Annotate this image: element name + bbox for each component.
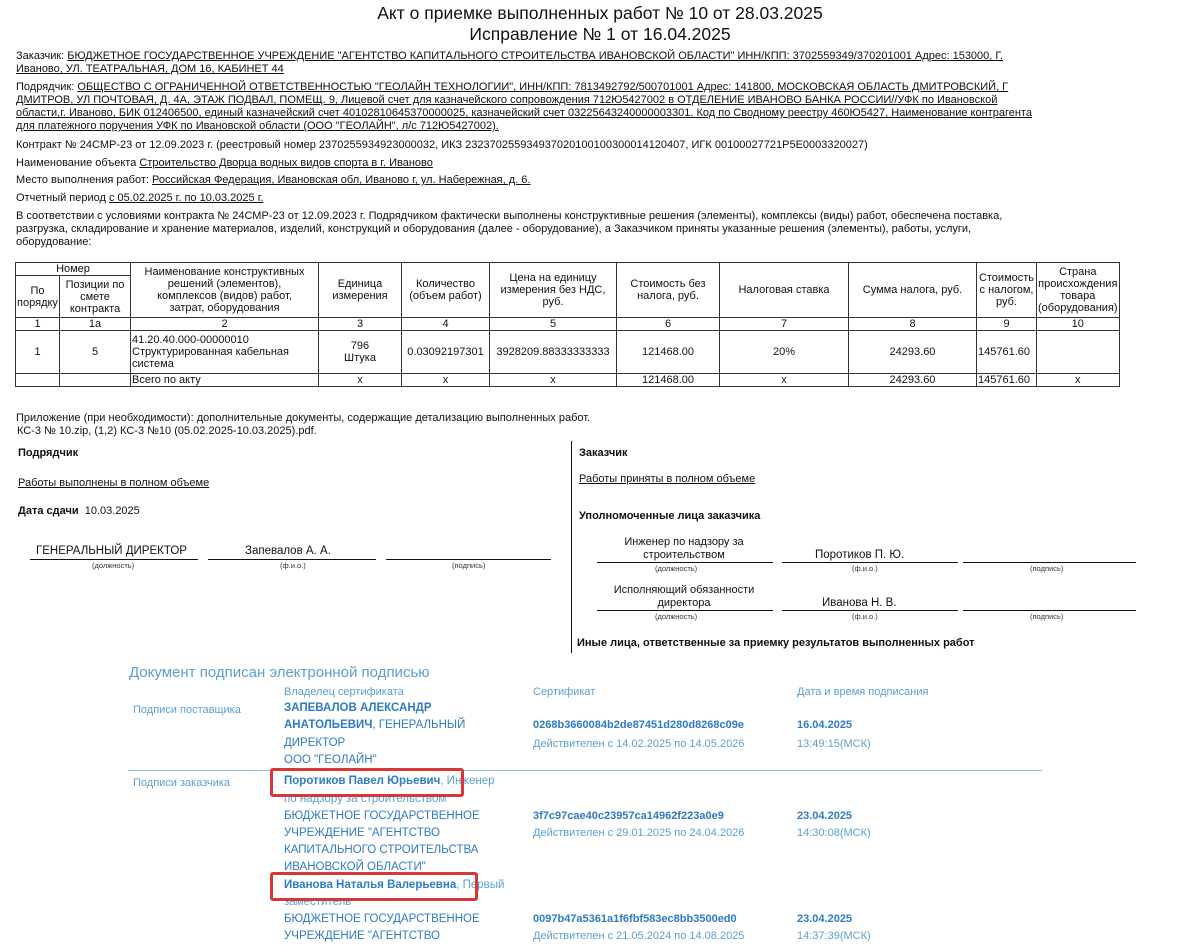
contractor-person-line xyxy=(208,559,376,560)
customer-signer2-org-1: БЮДЖЕТНОЕ ГОСУДАРСТВЕННОЕ xyxy=(284,913,480,925)
other-persons-heading: Иные лица, ответственные за приемку результатов выполненных работ xyxy=(577,637,975,649)
header-position: Позиции по смете контракта xyxy=(60,276,131,318)
contractor-sign-line xyxy=(386,559,551,560)
supplier-cert-validity: Действителен с 14.02.2025 по 14.05.2026 xyxy=(533,738,745,750)
customer1-cert-number: 3f7c97cae40c23957ca14962f223a0e9 xyxy=(533,810,724,822)
contractor-position: ГЕНЕРАЛЬНЫЙ ДИРЕКТОР xyxy=(36,545,187,557)
column-numbers-row: 1 1а 2 3 4 5 6 7 8 9 10 xyxy=(16,318,1120,331)
customer-details: БЮДЖЕТНОЕ ГОСУДАРСТВЕННОЕ УЧРЕЖДЕНИЕ "АГЕНТСТВО КАПИТАЛЬНОГО СТРОИТЕЛЬСТВА ИВАНОВСКОЙ ОБЛАСТИ" ИНН/КПП: 3702559349/370201001 Адрес: 153000, Г. xyxy=(67,50,1004,62)
supplier-cert-number: 0268b3660084b2de87451d280d8268c09e xyxy=(533,719,745,731)
intro-line-2: разгрузка, складирование и хранение материалов, изделий, конструкций и оборудования (далее - оборудование), а Заказчиком приняты указанные решения (элементы), работы, услуги, xyxy=(16,223,972,235)
correction-subtitle: Исправление № 1 от 16.04.2025 xyxy=(469,24,731,44)
supplier-signer-line-2: АНАТОЛЬЕВИЧ, ГЕНЕРАЛЬНЫЙ xyxy=(284,719,466,731)
supplier-sign-time: 13:49:15(МСК) xyxy=(797,738,871,750)
total-row: Всего по акту x x x 121468.00 x 24293.60 145761.60 x xyxy=(16,374,1120,387)
person1-position-line xyxy=(597,562,773,563)
esign-col-cert: Сертификат xyxy=(533,686,596,698)
person2-name-line xyxy=(782,610,958,611)
appendix-line-1: Приложение (при необходимости): дополнительные документы, содержащие детализацию выполненных работ. xyxy=(16,412,591,424)
customer-heading: Заказчик xyxy=(579,447,628,459)
customer-signatures-label: Подписи заказчика xyxy=(133,777,230,789)
object-value: Строительство Дворца водных видов спорта в г. Иваново xyxy=(139,157,433,169)
works-table xyxy=(15,262,1120,387)
person1-sign-line xyxy=(963,562,1136,563)
customer2-sign-date: 23.04.2025 xyxy=(797,913,853,925)
header-number: Номер xyxy=(16,263,131,276)
customer1-sign-date: 23.04.2025 xyxy=(797,810,853,822)
person2-position-line xyxy=(597,610,773,611)
contractor-person: Запевалов А. А. xyxy=(245,545,331,557)
person1-name: Поротиков П. Ю. xyxy=(815,549,905,561)
supplier-signer-position: ДИРЕКТОР xyxy=(284,737,346,749)
header-rate: Налоговая ставка xyxy=(720,263,849,318)
customer-signer2-line-1: Иванова Наталья Валерьевна, Первый xyxy=(284,879,505,891)
customer-signer1-org-3: КАПИТАЛЬНОГО СТРОИТЕЛЬСТВА xyxy=(284,844,479,856)
contractor-status: Работы выполнены в полном объеме xyxy=(18,477,210,489)
contractor-line-3: области,г. Иваново, БИК 012406500, единый казначейский счет 40102810645370000025, казначейский счет 03225643240000003301. Код по Сводному реестру 460Ю5427, Наименование контрагента xyxy=(16,107,1032,119)
highlight-box-signer-1 xyxy=(270,768,464,797)
header-total: Стоимость с налогом, руб. xyxy=(977,263,1037,318)
customer-signer1-org-2: УЧРЕЖДЕНИЕ "АГЕНТСТВО xyxy=(284,827,440,839)
header-name: Наименование конструктивных решений (элементов), комплексов (видов) работ, затрат, оборудования xyxy=(131,263,319,318)
intro-line-3: оборудование: xyxy=(16,236,92,248)
contractor-line-1 xyxy=(16,81,1008,94)
person2-position-2: директора xyxy=(657,597,711,609)
header-country: Страна происхождения товара (оборудования) xyxy=(1037,263,1120,318)
customer1-cert-validity: Действителен с 29.01.2025 по 24.04.2026 xyxy=(533,827,745,839)
appendix-line-2: КС-3 № 10.zip, (1,2) КС-3 №10 (05.02.2025-10.03.2025).pdf. xyxy=(17,425,317,437)
item-unit: 796 Штука xyxy=(319,331,402,374)
customer-signer1-line-1: Поротиков Павел Юрьевич, Инженер xyxy=(284,775,495,787)
period-value: с 05.02.2025 г. по 10.03.2025 г. xyxy=(109,192,264,204)
place-value: Российская Федерация, Ивановская обл, Иваново г, ул. Набережная, д. 6. xyxy=(152,174,531,186)
customer2-sign-time: 14:37:39(МСК) xyxy=(797,930,871,942)
supplier-signer-org: ООО "ГЕОЛАЙН" xyxy=(284,754,377,766)
customer-line-2: Иваново, УЛ. ТЕАТРАЛЬНАЯ, ДОМ 16, КАБИНЕТ 44 xyxy=(16,63,284,75)
document-title: Акт о приемке выполненных работ № 10 от 28.03.2025 xyxy=(377,3,823,23)
customer2-cert-validity: Действителен с 21.05.2024 по 14.08.2025 xyxy=(533,930,745,942)
customer-signer1-org-4: ИВАНОВСКОЙ ОБЛАСТИ" xyxy=(284,861,426,873)
contractor-details: ОБЩЕСТВО С ОГРАНИЧЕННОЙ ОТВЕТСТВЕННОСТЬЮ "ГЕОЛАЙН ТЕХНОЛОГИИ", ИНН/КПП: 7813492792/500701001 Адрес: 141800, МОСКОВСКАЯ ОБЛАСТЬ ДМИТРОВСКИЙ, Г xyxy=(77,81,1009,93)
table-row: 1 5 41.20.40.000-00000010 Структурированная кабельная система 796 Штука 0.03092197301 3928209.88333333333 121468.00 20% 24293.60 145761.60 xyxy=(16,331,1120,374)
esign-title: Документ подписан электронной подписью xyxy=(129,664,430,681)
customer1-sign-time: 14:30:08(МСК) xyxy=(797,827,871,839)
person1-position-1: Инженер по надзору за xyxy=(624,536,744,548)
person1-position-2: строительством xyxy=(643,549,725,561)
esign-col-owner: Владелец сертификата xyxy=(284,686,404,698)
signature-divider xyxy=(571,441,572,653)
object-line: Наименование объекта Строительство Дворца водных видов спорта в г. Иваново xyxy=(16,157,433,169)
person1-name-line xyxy=(782,562,958,563)
person2-sign-line xyxy=(963,610,1136,611)
customer-signer2-org-2: УЧРЕЖДЕНИЕ "АГЕНТСТВО xyxy=(284,930,440,942)
esign-divider xyxy=(128,770,1042,771)
contractor-heading: Подрядчик xyxy=(18,447,79,459)
customer-status: Работы приняты в полном объеме xyxy=(579,473,756,485)
header-qty: Количество (объем работ) xyxy=(402,263,490,318)
handover-date: Дата сдачи 10.03.2025 xyxy=(18,505,140,517)
header-order: По порядку xyxy=(16,276,60,318)
intro-line-1: В соответствии с условиями контракта № 24СМР-23 от 12.09.2023 г. Подрядчиком фактически выполнены конструктивные решения (элементы), комплексы (виды) работ, обеспечена поставка, xyxy=(16,210,1003,222)
contractor-position-line xyxy=(30,559,198,560)
authorized-heading: Уполномоченные лица заказчика xyxy=(579,510,761,522)
header-cost: Стоимость без налога, руб. xyxy=(617,263,720,318)
contract-line: Контракт № 24СМР-23 от 12.09.2023 г. (реестровый номер 2370255934923000032, ИКЗ 232370255934937020100100300014120407, ИГК 00100027721P5E0003320027) xyxy=(16,139,868,151)
customer-signer2-position: заместитель xyxy=(284,896,352,908)
esign-col-date: Дата и время подписания xyxy=(797,686,929,698)
item-name: 41.20.40.000-00000010 Структурированная кабельная система xyxy=(131,331,319,374)
contractor-line-2: ДМИТРОВ, УЛ ПОЧТОВАЯ, Д. 4А, ЭТАЖ ПОДВАЛ, ПОМЕЩ. 9, Лицевой счет для казначейского сопровождения 712Ю5427002 в ОТДЕЛЕНИЕ ИВАНОВО БАНКА РОССИИ//УФК по Ивановской xyxy=(16,94,998,106)
contractor-label: Подрядчик: xyxy=(16,81,75,93)
supplier-signatures-label: Подписи поставщика xyxy=(133,704,241,716)
header-price: Цена на единицу измерения без НДС, руб. xyxy=(490,263,617,318)
customer2-cert-number: 0097b47a5361a1f6fbf583ec8bb3500ed0 xyxy=(533,913,737,925)
place-line: Место выполнения работ: Российская Федерация, Ивановская обл, Иваново г, ул. Набережная, д. 6. xyxy=(16,174,531,186)
customer-signer1-org-1: БЮДЖЕТНОЕ ГОСУДАРСТВЕННОЕ xyxy=(284,810,480,822)
period-line: Отчетный период с 05.02.2025 г. по 10.03.2025 г. xyxy=(16,192,264,204)
customer-signer1-position: по надзору за строительством xyxy=(284,793,447,805)
customer-line-1 xyxy=(16,50,1003,63)
contractor-line-4: для платежного поручения УФК по Ивановской области (ООО "ГЕОЛАЙН", л/с 712Ю5427002). xyxy=(16,120,499,132)
person2-position-1: Исполняющий обязанности xyxy=(613,584,755,596)
supplier-signer-name-1: ЗАПЕВАЛОВ АЛЕКСАНДР xyxy=(284,702,432,714)
header-unit: Единица измерения xyxy=(319,263,402,318)
header-tax: Сумма налога, руб. xyxy=(849,263,977,318)
highlight-box-signer-2 xyxy=(270,872,478,901)
person2-name: Иванова Н. В. xyxy=(822,597,897,609)
supplier-sign-date: 16.04.2025 xyxy=(797,719,853,731)
customer-label: Заказчик: xyxy=(16,50,65,62)
